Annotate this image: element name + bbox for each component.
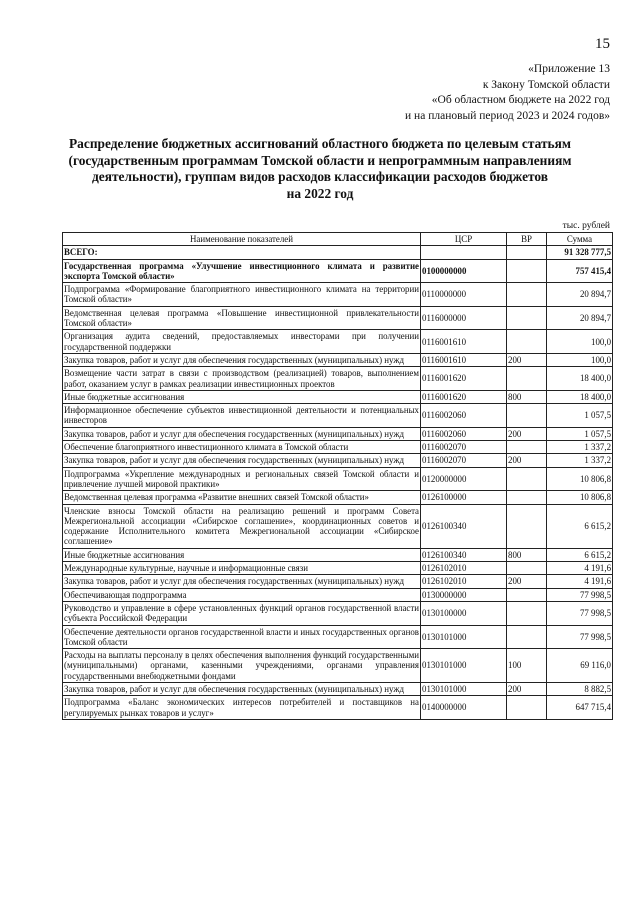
row-name-cell: Обеспечение деятельности органов государственной власти и иных государственных органов Томской области xyxy=(64,626,419,647)
row-sum-cell: 100,0 xyxy=(547,353,613,366)
header-name: Наименование показателей xyxy=(63,233,421,246)
row-vr-cell xyxy=(507,306,547,330)
row-sum-cell: 20 894,7 xyxy=(547,306,613,330)
row-csr-cell: 0126100000 xyxy=(421,491,507,504)
row-vr-cell xyxy=(507,441,547,454)
appendix-line: «Приложение 13 xyxy=(528,63,610,75)
row-sum-cell: 6 615,2 xyxy=(547,548,613,561)
row-vr-cell xyxy=(507,330,547,354)
row-vr-cell xyxy=(507,367,547,391)
table-row xyxy=(63,491,613,504)
table-row xyxy=(63,259,613,283)
row-name-cell: Подпрограмма «Укрепление международных и региональных связей Томской области и привлечение лучшей мировой практики» xyxy=(64,468,419,489)
row-csr-cell: 0126100340 xyxy=(421,548,507,561)
budget-table-body xyxy=(63,246,613,720)
row-vr-cell xyxy=(507,491,547,504)
row-name-cell: Закупка товаров, работ и услуг для обеспечения государственных (муниципальных) нужд xyxy=(63,353,421,366)
row-csr-cell xyxy=(421,246,507,259)
row-sum-cell: 6 615,2 xyxy=(547,504,613,548)
row-name-cell: Закупка товаров, работ и услуг для обеспечения государственных (муниципальных) нужд xyxy=(63,427,421,440)
row-sum-cell: 77 998,5 xyxy=(547,588,613,601)
row-name-cell: Закупка товаров, работ и услуг для обеспечения государственных (муниципальных) нужд xyxy=(63,682,421,695)
row-vr-cell: 800 xyxy=(507,548,547,561)
budget-table xyxy=(62,232,613,720)
row-name-cell: Обеспечение благоприятного инвестиционного климата в Томской области xyxy=(63,441,421,454)
row-name-cell: Расходы на выплаты персоналу в целях обеспечения выполнения функций государственными (муниципальными) органами, казенными учреждениями, органами управления государственными внебюджетными фондами xyxy=(64,650,419,681)
row-vr-cell xyxy=(507,246,547,259)
appendix-header xyxy=(405,62,610,124)
row-name-cell: Членские взносы Томской области на реализацию решений и программ Совета Межрегиональной ассоциации «Сибирское соглашение», координационных советов и содержание Исполнительного комитета Межрегиональной ассоциации «Сибирское соглашение» xyxy=(64,505,419,547)
row-name-cell: Подпрограмма «Формирование благоприятного инвестиционного климата на территории Томской области» xyxy=(64,284,419,305)
row-vr-cell: 800 xyxy=(507,390,547,403)
row-csr-cell: 0110000000 xyxy=(421,283,507,307)
row-csr-cell: 0116000000 xyxy=(421,306,507,330)
row-sum-cell: 10 806,8 xyxy=(547,491,613,504)
row-name-cell: Подпрограмма «Баланс экономических интересов потребителей и поставщиков на регулируемых рынках товаров и услуг» xyxy=(64,697,419,718)
row-vr-cell xyxy=(507,404,547,428)
row-vr-cell xyxy=(507,283,547,307)
title-line: Распределение бюджетных ассигнований областного бюджета по целевым статьям xyxy=(69,136,571,151)
row-sum-cell: 647 715,4 xyxy=(547,696,613,720)
row-csr-cell: 0126102010 xyxy=(421,575,507,588)
row-sum-cell: 69 116,0 xyxy=(547,649,613,683)
row-csr-cell: 0140000000 xyxy=(421,696,507,720)
row-sum-cell: 1 057,5 xyxy=(547,404,613,428)
row-name-cell: Обеспечивающая подпрограмма xyxy=(63,588,421,601)
row-name-cell: Информационное обеспечение субъектов инвестиционной деятельности и потенциальных инвесторов xyxy=(64,405,419,426)
page-number: 15 xyxy=(595,36,610,52)
table-row xyxy=(63,696,613,720)
row-csr-cell: 0116001610 xyxy=(421,330,507,354)
row-name-cell: Организация аудита сведений, предоставляемых инвесторами при получении государственной поддержки xyxy=(64,331,419,352)
row-sum-cell: 8 882,5 xyxy=(547,682,613,695)
table-row xyxy=(63,562,613,575)
row-vr-cell xyxy=(507,504,547,548)
row-sum-cell: 757 415,4 xyxy=(547,259,613,283)
document-title xyxy=(40,136,600,202)
table-row xyxy=(63,306,613,330)
row-csr-cell: 0130101000 xyxy=(421,625,507,649)
row-csr-cell: 0116002070 xyxy=(421,454,507,467)
row-sum-cell: 1 337,2 xyxy=(547,441,613,454)
row-csr-cell: 0116002060 xyxy=(421,404,507,428)
row-csr-cell: 0130101000 xyxy=(421,649,507,683)
row-name-cell: ВСЕГО: xyxy=(63,246,421,259)
row-csr-cell: 0120000000 xyxy=(421,467,507,491)
row-name-cell: Ведомственная целевая программа «Повышение инвестиционной привлекательности Томской области» xyxy=(64,307,419,329)
row-csr-cell: 0116001610 xyxy=(421,353,507,366)
row-vr-cell: 200 xyxy=(507,575,547,588)
header-sum: Сумма xyxy=(547,233,613,246)
table-row xyxy=(63,454,613,467)
table-row xyxy=(63,467,613,491)
table-header-row xyxy=(63,233,613,246)
row-sum-cell: 1 337,2 xyxy=(547,454,613,467)
title-line: на 2022 год xyxy=(286,185,354,201)
row-name-cell: Руководство и управление в сфере установленных функций органов государственной власти субъекта Российской Федерации xyxy=(64,602,419,624)
title-line: деятельности), группам видов расходов классификации расходов бюджетов xyxy=(91,169,549,184)
table-row xyxy=(63,246,613,259)
table-row xyxy=(63,504,613,548)
table-row xyxy=(63,353,613,366)
row-vr-cell: 200 xyxy=(507,353,547,366)
row-name-cell: Ведомственная целевая программа «Развитие внешних связей Томской области» xyxy=(63,491,421,504)
row-sum-cell: 4 191,6 xyxy=(547,562,613,575)
table-row xyxy=(63,649,613,683)
row-csr-cell: 0130101000 xyxy=(421,682,507,695)
table-row xyxy=(63,682,613,695)
row-name-cell: Международные культурные, научные и информационные связи xyxy=(63,562,421,575)
title-line: (государственным программам Томской области и непрограммным направлениям xyxy=(68,152,572,168)
row-sum-cell: 10 806,8 xyxy=(547,467,613,491)
table-row xyxy=(63,404,613,428)
row-vr-cell: 200 xyxy=(507,682,547,695)
row-vr-cell xyxy=(507,696,547,720)
header-csr: ЦСР xyxy=(421,233,507,246)
row-name-cell: Возмещение части затрат в связи с производством (реализацией) товаров, выполнением работ, оказанием услуг в рамках реализации инвестиционных проектов xyxy=(64,368,419,389)
row-csr-cell: 0116001620 xyxy=(421,367,507,391)
table-row xyxy=(63,575,613,588)
row-name-cell: Иные бюджетные ассигнования xyxy=(63,548,421,561)
row-sum-cell: 77 998,5 xyxy=(547,625,613,649)
table-row xyxy=(63,588,613,601)
row-csr-cell: 0126102010 xyxy=(421,562,507,575)
table-row xyxy=(63,283,613,307)
table-row xyxy=(63,441,613,454)
header-vr: ВР xyxy=(507,233,547,246)
appendix-line: и на плановый период 2023 и 2024 годов» xyxy=(405,109,610,122)
row-name-cell: Иные бюджетные ассигнования xyxy=(63,390,421,403)
row-sum-cell: 91 328 777,5 xyxy=(547,246,613,259)
row-sum-cell: 100,0 xyxy=(547,330,613,354)
row-sum-cell: 20 894,7 xyxy=(547,283,613,307)
row-csr-cell: 0130000000 xyxy=(421,588,507,601)
row-sum-cell: 77 998,5 xyxy=(547,601,613,625)
appendix-line: «Об областном бюджете на 2022 год xyxy=(431,94,610,106)
row-vr-cell xyxy=(507,625,547,649)
row-name-cell: Закупка товаров, работ и услуг для обеспечения государственных (муниципальных) нужд xyxy=(63,454,421,467)
row-csr-cell: 0116001620 xyxy=(421,390,507,403)
row-vr-cell: 200 xyxy=(507,454,547,467)
row-sum-cell: 18 400,0 xyxy=(547,367,613,391)
row-csr-cell: 0116002060 xyxy=(421,427,507,440)
row-sum-cell: 4 191,6 xyxy=(547,575,613,588)
row-vr-cell: 100 xyxy=(507,649,547,683)
appendix-line: к Закону Томской области xyxy=(482,78,610,91)
row-csr-cell: 0126100340 xyxy=(421,504,507,548)
row-vr-cell xyxy=(507,259,547,283)
row-name-cell: Закупка товаров, работ и услуг для обеспечения государственных (муниципальных) нужд xyxy=(63,575,421,588)
row-vr-cell xyxy=(507,601,547,625)
row-sum-cell: 1 057,5 xyxy=(547,427,613,440)
row-csr-cell: 0130100000 xyxy=(421,601,507,625)
table-row xyxy=(63,390,613,403)
row-vr-cell xyxy=(507,562,547,575)
row-sum-cell: 18 400,0 xyxy=(547,390,613,403)
table-row xyxy=(63,427,613,440)
units-label: тыс. рублей xyxy=(562,221,610,231)
table-row xyxy=(63,625,613,649)
row-name-cell: Государственная программа «Улучшение инвестиционного климата и развитие экспорта Томской области» xyxy=(64,260,419,281)
row-vr-cell xyxy=(507,467,547,491)
table-row xyxy=(63,548,613,561)
row-csr-cell: 0100000000 xyxy=(421,259,507,283)
row-csr-cell: 0116002070 xyxy=(421,441,507,454)
row-vr-cell xyxy=(507,588,547,601)
row-vr-cell: 200 xyxy=(507,427,547,440)
table-row xyxy=(63,330,613,354)
table-row xyxy=(63,367,613,391)
table-row xyxy=(63,601,613,625)
